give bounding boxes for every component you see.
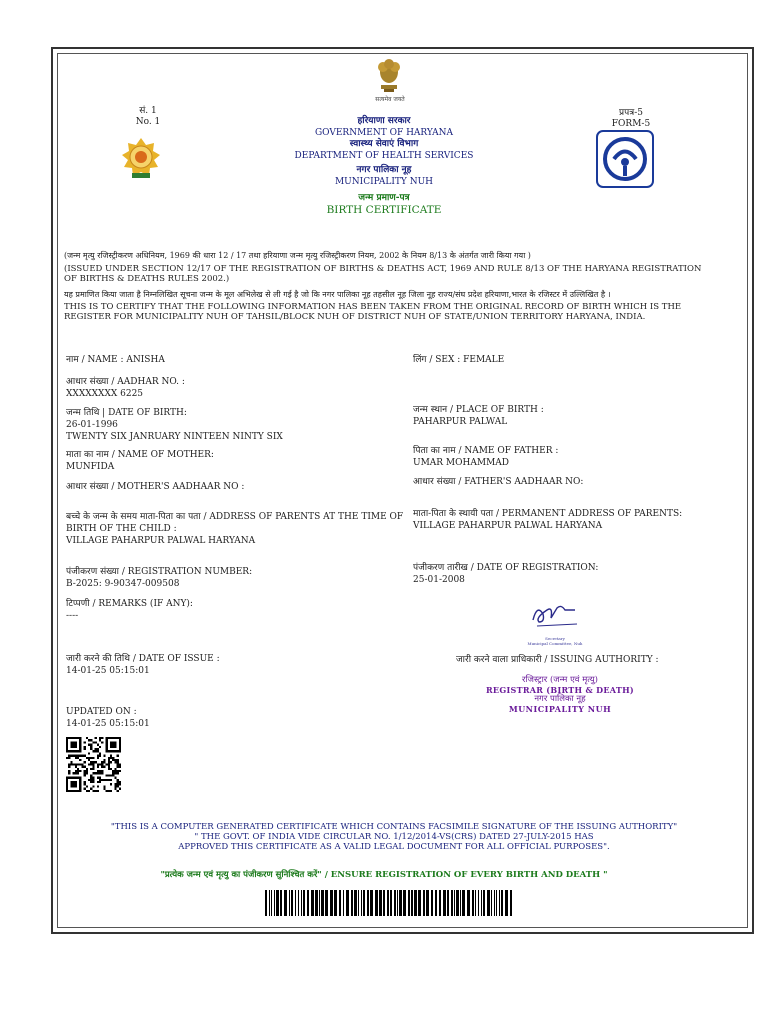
- address-birth-field: [66, 511, 403, 547]
- signature-icon: [527, 600, 583, 646]
- footer-note-1: "THIS IS A COMPUTER GENERATED CERTIFICATE WHICH CONTAINS FACSIMILE SIGNATURE OF THE ISSUING AUTHORITY": [110, 822, 678, 832]
- gov-title-hi: हरियाणा सरकार: [357, 116, 411, 126]
- certificate-title-hi: जन्म प्रमाण-पत्र: [358, 193, 410, 203]
- health-logo-icon: [596, 130, 654, 188]
- certify-text-en: THIS IS TO CERTIFY THAT THE FOLLOWING INFORMATION HAS BEEN TAKEN FROM THE ORIGINAL RECORD OF BIRTH WHICH IS THE REGISTER FOR MUNICIPALITY NUH OF TAHSIL/BLOCK NUH OF DISTRICT NUH OF STATE/UNION TERRITORY HARYANA, INDIA.: [64, 302, 682, 322]
- form-number-hi: प्रपत्र-5: [619, 108, 643, 118]
- address-birth-label-1: बच्चे के जन्म के समय माता-पिता का पता / ADDRESS OF PARENTS AT THE TIME OF: [66, 512, 404, 522]
- registration-date-value: 25-01-2008: [413, 575, 465, 585]
- municipality-title-en: MUNICIPALITY NUH: [334, 177, 434, 187]
- registrar-seal-en: REGISTRAR (BIRTH & DEATH): [485, 685, 635, 695]
- permanent-address-field: [413, 508, 682, 532]
- haryana-seal-icon: [120, 137, 162, 181]
- signature-caption-2: Municipal Committee, Nuh: [527, 641, 583, 646]
- form-number-en: FORM-5: [611, 119, 651, 129]
- place-of-birth-field: [413, 404, 544, 428]
- father-label: पिता का नाम / NAME OF FATHER :: [413, 446, 559, 456]
- dob-field: [66, 407, 283, 443]
- issued-under-hi: (जन्म मृत्यु रजिस्ट्रीकरण अधिनियम, 1969 की धारा 12 / 17 तथा हरियाणा जन्म मृत्यु रजिस्ट्रीकरण नियम, 2002 के नियम 8/13 के अंतर्गत जारी किया गया ): [64, 251, 531, 260]
- form-number: [606, 108, 656, 130]
- footer-notes: [64, 822, 724, 852]
- issue-date-label: जारी करने की तिथि / DATE OF ISSUE :: [66, 654, 220, 664]
- qr-code-icon[interactable]: [66, 737, 121, 792]
- ensure-registration-text: "प्रत्येक जन्म एवं मृत्यु का पंजीकरण सुनिश्चित करें" / ENSURE REGISTRATION OF EVERY BIRTH AND DEATH ": [160, 870, 608, 880]
- certificate-title-en: BIRTH CERTIFICATE: [326, 204, 442, 216]
- aadhar-label: आधार संख्या / AADHAR NO. :: [66, 377, 185, 387]
- remarks-field: [66, 598, 193, 622]
- permanent-address-value: VILLAGE PAHARPUR PALWAL HARYANA: [413, 521, 603, 531]
- father-field: [413, 445, 558, 469]
- footer-note-2: " THE GOVT. OF INDIA VIDE CIRCULAR NO. 1/12/2014-VS(CRS) DATED 27-JULY-2015 HAS: [194, 832, 594, 842]
- registrar-seal-municipality-en: MUNICIPALITY NUH: [508, 704, 612, 714]
- serial-number: [128, 106, 168, 128]
- ashoka-emblem-icon: [371, 58, 407, 96]
- name-field: नाम / NAME : ANISHA: [66, 355, 165, 365]
- father-value: UMAR MOHAMMAD: [413, 458, 510, 468]
- registrar-seal-hi: रजिस्ट्रार (जन्म एवं मृत्यु): [522, 675, 598, 685]
- dept-title-hi: स्वास्थ्य सेवाएं विभाग: [349, 139, 419, 149]
- place-of-birth-value: PAHARPUR PALWAL: [413, 417, 508, 427]
- sex-field: लिंग / SEX : FEMALE: [413, 355, 505, 365]
- mother-value: MUNFIDA: [66, 462, 115, 472]
- dept-title-en: DEPARTMENT OF HEALTH SERVICES: [294, 151, 474, 161]
- barcode-icon: [265, 890, 515, 916]
- mother-field: [66, 449, 214, 473]
- dob-words: TWENTY SIX JANRUARY NINTEEN NINTY SIX: [66, 432, 283, 442]
- mother-aadhaar-field: आधार संख्या / MOTHER'S AADHAAR NO :: [66, 482, 245, 492]
- registrar-seal-municipality-hi: नगर पालिका नूह: [534, 694, 586, 704]
- gov-title-en: GOVERNMENT OF HARYANA: [314, 128, 454, 138]
- aadhar-field: [66, 376, 185, 400]
- permanent-address-label: माता-पिता के स्थायी पता / PERMANENT ADDRESS OF PARENTS:: [413, 509, 683, 519]
- updated-on-label: UPDATED ON :: [66, 707, 137, 717]
- footer-note-3: APPROVED THIS CERTIFICATE AS A VALID LEGAL DOCUMENT FOR ALL OFFICIAL PURPOSES".: [178, 842, 610, 852]
- place-of-birth-label: जन्म स्थान / PLACE OF BIRTH :: [413, 405, 544, 415]
- dob-label: जन्म तिथि | DATE OF BIRTH:: [66, 408, 187, 418]
- intro-section: [64, 251, 716, 322]
- registration-number-value: B-2025: 9-90347-009508: [66, 579, 180, 589]
- registrar-seal: [470, 675, 650, 714]
- registration-date-label: पंजीकरण तारीख / DATE OF REGISTRATION:: [413, 563, 599, 573]
- serial-number-hi: सं. 1: [139, 106, 157, 116]
- aadhar-value: XXXXXXXX 6225: [66, 389, 144, 399]
- mother-label: माता का नाम / NAME OF MOTHER:: [66, 450, 214, 460]
- updated-on-field: [66, 706, 150, 730]
- registration-number-field: [66, 566, 252, 590]
- address-birth-label-2: BIRTH OF THE CHILD :: [66, 524, 177, 534]
- serial-number-en: No. 1: [135, 117, 161, 127]
- dob-value: 26-01-1996: [66, 420, 118, 430]
- address-birth-value: VILLAGE PAHARPUR PALWAL HARYANA: [66, 536, 256, 546]
- certify-text-hi: यह प्रमाणित किया जाता है निम्नलिखित सूचना जन्म के मूल अभिलेख से ली गई है जो कि नगर पालिका नूह तहसील नूह जिला नूह राज्य/संघ प्रदेश हरियाणा,भारत के रजिस्टर में उल्लिखित है ।: [64, 290, 611, 299]
- updated-on-value: 14-01-25 05:15:01: [66, 719, 150, 729]
- remarks-value: ----: [66, 611, 79, 621]
- issuing-authority-label: जारी करने वाला प्राधिकारी / ISSUING AUTHORITY :: [456, 655, 659, 665]
- municipality-title-hi: नगर पालिका नूह: [356, 165, 412, 175]
- header-titles: [234, 116, 534, 217]
- father-aadhaar-field: आधार संख्या / FATHER'S AADHAAR NO:: [413, 477, 584, 487]
- registration-date-field: [413, 562, 598, 586]
- remarks-label: टिप्पणी / REMARKS (IF ANY):: [66, 599, 193, 609]
- emblem-motto: सत्यमेव जयते: [375, 96, 405, 103]
- registration-number-label: पंजीकरण संख्या / REGISTRATION NUMBER:: [66, 567, 253, 577]
- issued-under-en: (ISSUED UNDER SECTION 12/17 OF THE REGISTRATION OF BIRTHS & DEATHS ACT, 1969 AND RULE 8/13 OF THE HARYANA REGISTRATION OF BIRTHS & DEATHS RULES 2002.): [64, 264, 702, 284]
- issue-date-field: [66, 653, 220, 677]
- signature-caption-1: Secretary: [545, 636, 565, 641]
- issue-date-value: 14-01-25 05:15:01: [66, 666, 150, 676]
